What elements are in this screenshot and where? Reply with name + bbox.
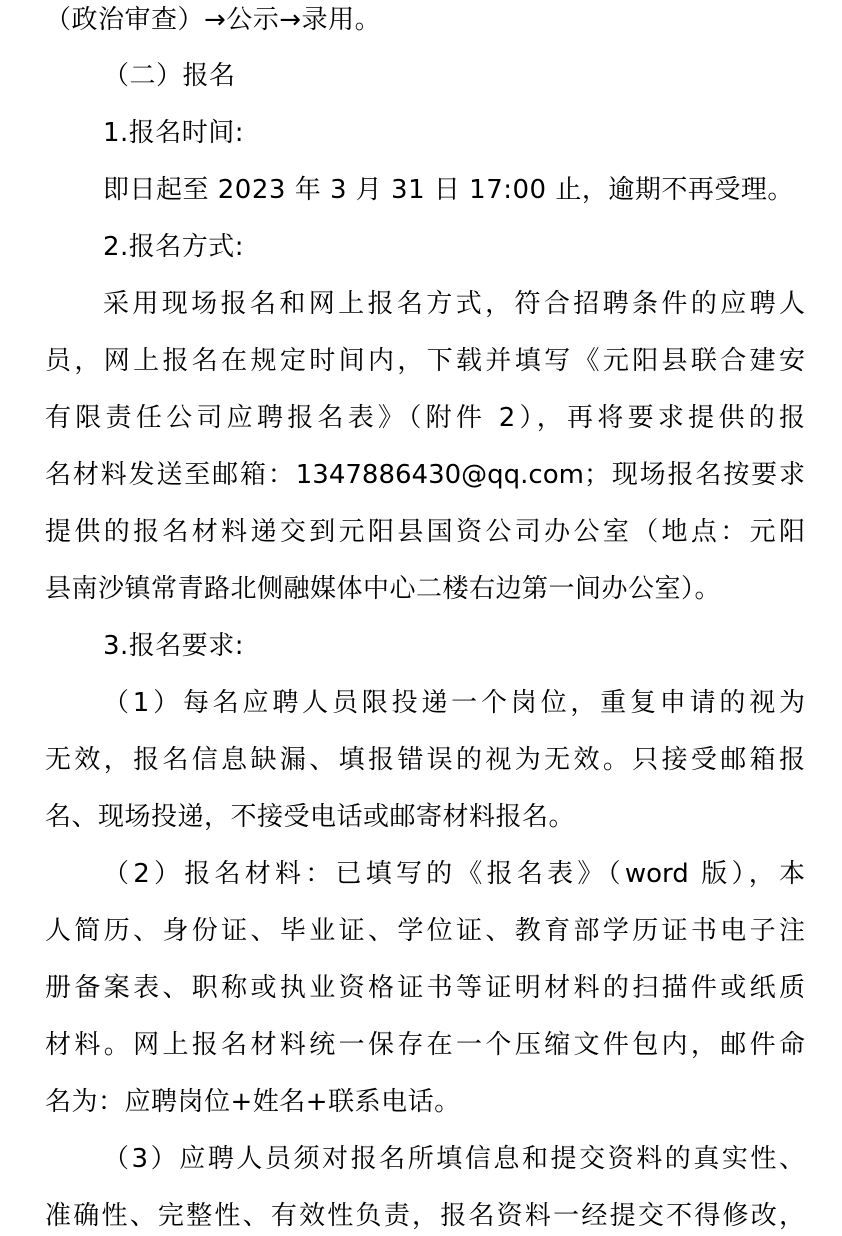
text-line: （政治审查）→公示→录用。 xyxy=(45,5,382,35)
text-line: 员，网上报名在规定时间内，下载并填写《元阳县联合建安 xyxy=(45,346,805,376)
text-line: 即日起至 2023 年 3 月 31 日 17:00 止，逾期不再受理。 xyxy=(103,175,794,205)
text-line: 准确性、完整性、有效性负责，报名资料一经提交不得修改， xyxy=(45,1201,805,1231)
text-line: 名为：应聘岗位+姓名+联系电话。 xyxy=(45,1087,461,1117)
text-line: 县南沙镇常青路北侧融媒体中心二楼右边第一间办公室）。 xyxy=(45,574,722,604)
text-line: （2）报名材料：已填写的《报名表》（word 版），本 xyxy=(103,859,805,889)
text-line: 有限责任公司应聘报名表》（附件 2），再将要求提供的报 xyxy=(45,403,805,433)
text-line: 名材料发送至邮箱：1347886430@qq.com；现场报名按要求 xyxy=(45,460,805,490)
subsection-heading: 3.报名要求: xyxy=(103,631,245,661)
subsection-heading: 1.报名时间: xyxy=(103,118,245,148)
text-line: 采用现场报名和网上报名方式，符合招聘条件的应聘人 xyxy=(103,289,805,319)
text-line: 人简历、身份证、毕业证、学位证、教育部学历证书电子注 xyxy=(45,916,805,946)
text-line: 名、现场投递，不接受电话或邮寄材料报名。 xyxy=(45,802,576,832)
section-heading: （二）报名 xyxy=(103,61,236,91)
text-line: 册备案表、职称或执业资格证书等证明材料的扫描件或纸质 xyxy=(45,973,805,1003)
text-line: （1）每名应聘人员限投递一个岗位，重复申请的视为 xyxy=(103,688,805,718)
text-line: （3）应聘人员须对报名所填信息和提交资料的真实性、 xyxy=(103,1144,805,1174)
text-line: 无效，报名信息缺漏、填报错误的视为无效。只接受邮箱报 xyxy=(45,745,805,775)
text-line: 材料。网上报名材料统一保存在一个压缩文件包内，邮件命 xyxy=(45,1030,805,1060)
subsection-heading: 2.报名方式: xyxy=(103,232,245,262)
text-line: 提供的报名材料递交到元阳县国资公司办公室（地点：元阳 xyxy=(45,517,805,547)
